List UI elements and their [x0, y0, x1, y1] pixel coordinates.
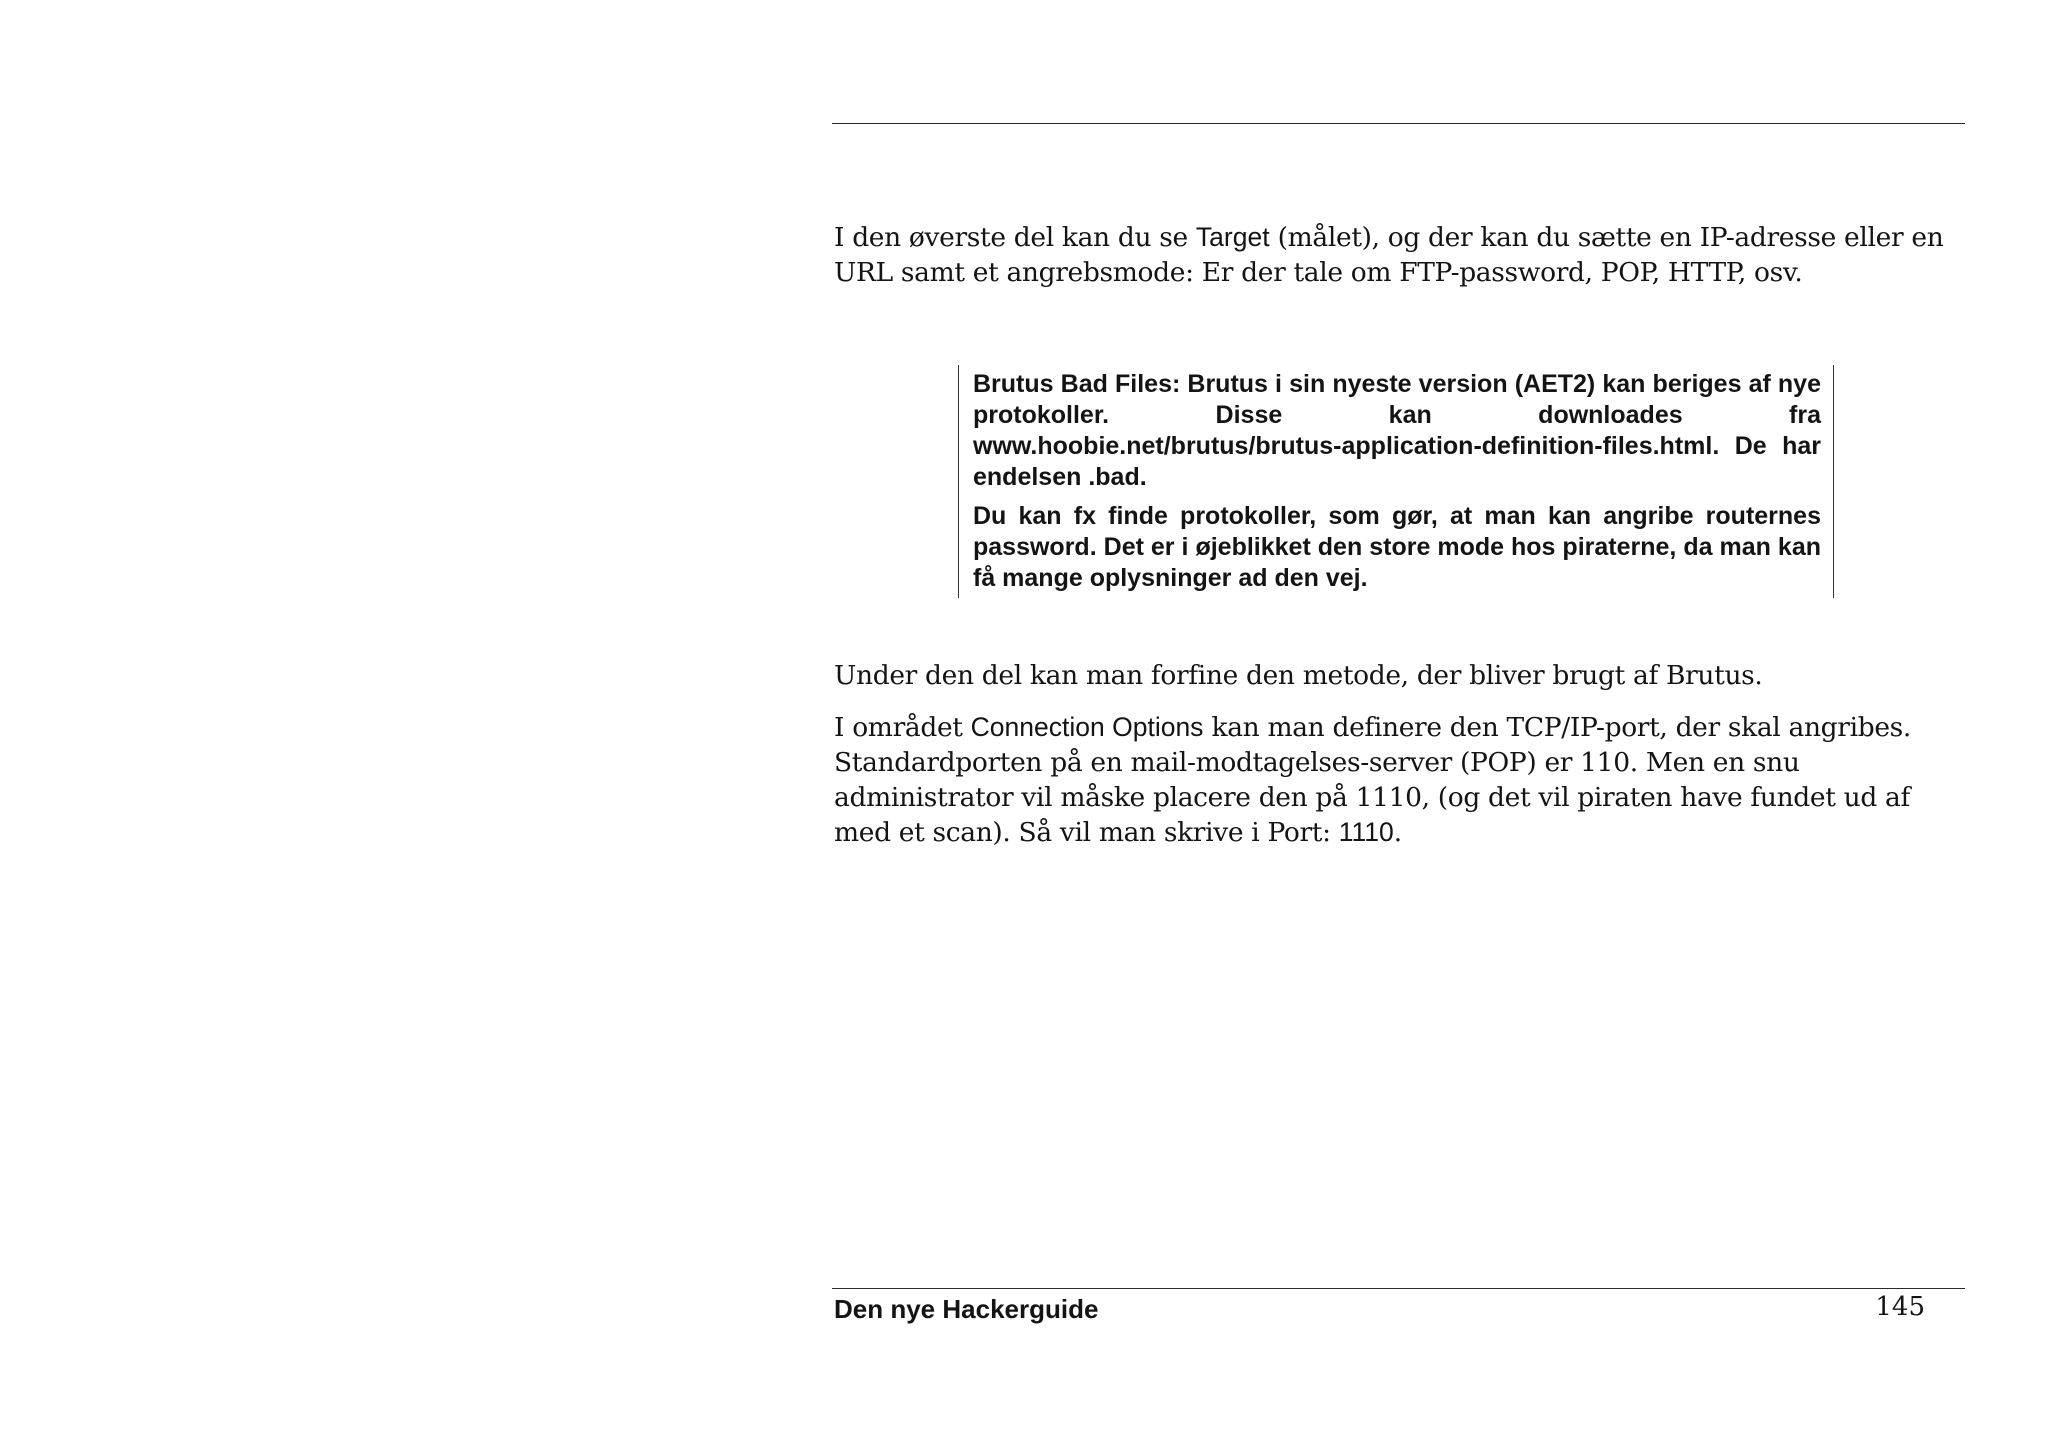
paragraph-connection-options [834, 710, 1944, 850]
note-url: www.hoobie.net/brutus/brutus-application-definition-files.html. [973, 432, 1720, 460]
note-paragraph-1 [973, 369, 1821, 493]
port-value: 1110 [1338, 817, 1394, 847]
term-target: Target [1195, 222, 1270, 252]
page-number: 145 [1875, 1292, 1925, 1322]
paragraph-target-text-after: (målet), og der kan du sætte en IP-adresse eller en URL samt et angrebsmode: Er der tale om FTP-password, POP, HTTP, osv. [834, 222, 1944, 288]
footer-rule [832, 1288, 1965, 1289]
note-box [958, 365, 1834, 598]
note-paragraph-2: Du kan fx finde protokoller, som gør, at man kan angribe routernes password. Det er i øjeblikket den store mode hos piraterne, da man kan få mange oplysninger ad den vej. [973, 502, 1821, 592]
paragraph-target-text-before: I den øverste del kan du se [834, 222, 1196, 253]
term-connection-options: Connection Options [970, 712, 1204, 742]
note-text-extension: De har endelsen .bad. [973, 432, 1821, 491]
paragraph-target [834, 220, 1944, 290]
paragraph-method: Under den del kan man forfine den metode, der bliver brugt af Brutus. [834, 660, 1763, 691]
paragraph-connection-text-after: . [1393, 817, 1402, 848]
paragraph-connection-text-middle: kan man definere den TCP/IP-port, der skal angribes. Standardporten på en mail-modtagelses-server (POP) er 110. Men en snu administrator vil måske placere den på 1110, (og det vil piraten have fundet ud af med et scan). Så vil man skrive i Port: [834, 712, 1911, 848]
note-text-intro: Brutus Bad Files: Brutus i sin nyeste version (AET2) kan beriges af nye protokoller. Disse kan downloades fra [973, 370, 1821, 429]
header-rule [832, 123, 1965, 124]
footer-book-title: Den nye Hackerguide [834, 1294, 1099, 1324]
paragraph-connection-text-before: I området [834, 712, 971, 743]
